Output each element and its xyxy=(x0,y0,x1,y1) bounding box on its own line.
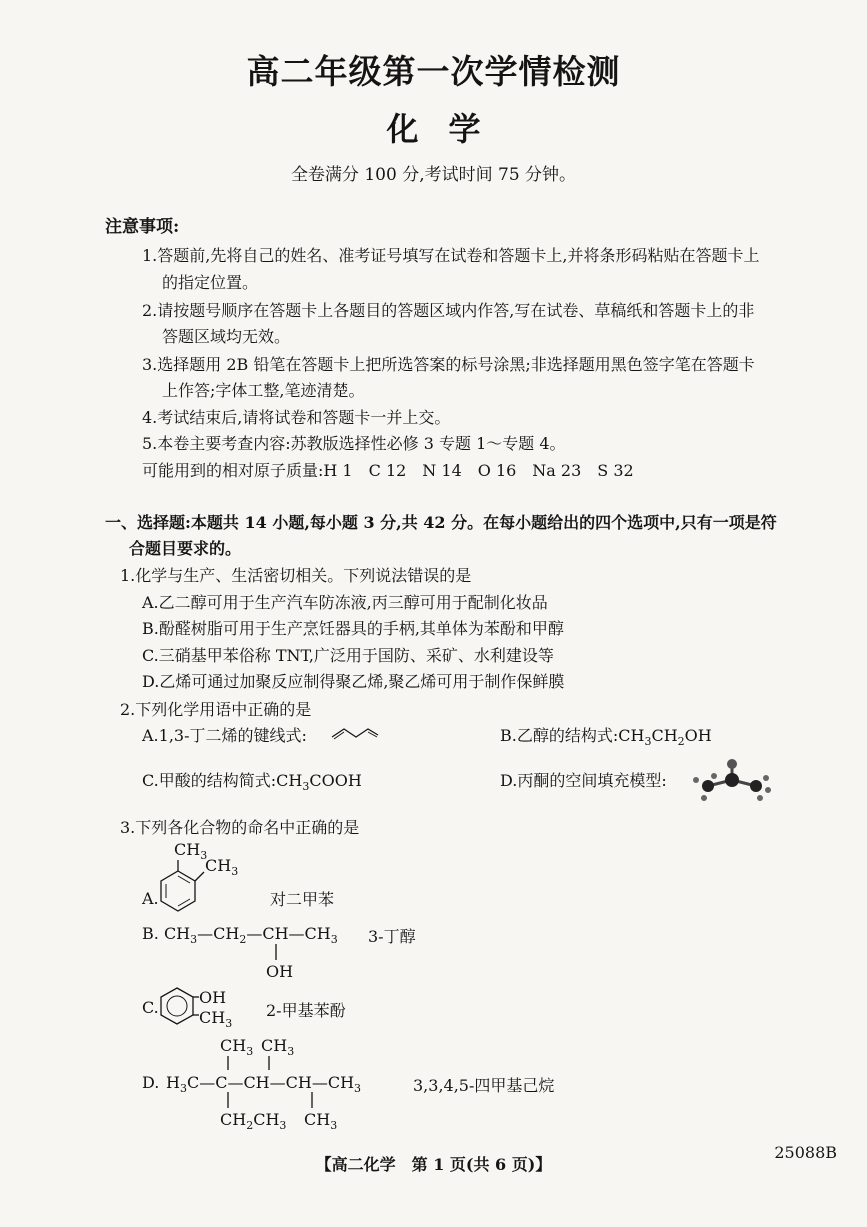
q2-option-d: D.丙酮的空间填充模型: xyxy=(500,771,667,790)
notice-item-1: 1.答题前,先将自己的姓名、准考证号填写在试卷和答题卡上,并将条形码粘贴在答题卡上 xyxy=(142,246,760,265)
sub-3: 3 xyxy=(644,735,652,749)
sub-3: 3 xyxy=(225,1017,233,1031)
sub-3: 3 xyxy=(330,933,338,947)
q3-stem: 3.下列各化合物的命名中正确的是 xyxy=(120,818,360,837)
formula-ch: CH xyxy=(163,924,191,943)
q3-d-top-ch3-1 xyxy=(220,1036,253,1058)
notice-heading: 注意事项: xyxy=(105,217,180,237)
q2-option-b-prefix: B.乙醇的结构式: xyxy=(500,726,619,745)
formula-ch2: CH xyxy=(651,726,678,745)
q2-option-c xyxy=(142,768,362,793)
section-1-heading: 一、选择题:本题共 14 小题,每小题 3 分,共 42 分。在每小题给出的四个选项中,只有一项是符 xyxy=(105,513,777,532)
q3-option-a-name: 对二甲苯 xyxy=(270,890,335,909)
sub-3: 3 xyxy=(330,1119,338,1133)
q3-option-b-name: 3-丁醇 xyxy=(368,927,416,946)
exam-title: 高二年级第一次学情检测 xyxy=(246,52,621,91)
formula-oh: OH xyxy=(684,726,712,745)
q3-option-d-label: D. xyxy=(142,1073,160,1092)
q1-stem: 1.化学与生产、生活密切相关。下列说法错误的是 xyxy=(120,566,472,585)
q3-option-b xyxy=(142,924,338,946)
q1-option-a: A.乙二醇可用于生产汽车防冻液,丙三醇可用于配制化妆品 xyxy=(142,593,548,612)
formula-cooh: COOH xyxy=(309,771,362,790)
formula-ch: CH xyxy=(304,1110,331,1129)
sub-3: 3 xyxy=(287,1045,295,1059)
q3-d-top-ch3-2 xyxy=(261,1036,294,1058)
q3-d-bottom-bonds xyxy=(224,1092,324,1108)
q3-option-a-label: A. xyxy=(142,889,159,908)
notice-item-3: 3.选择题用 2B 铅笔在答题卡上把所选答案的标号涂黑;非选择题用黑色签字笔在答题卡 xyxy=(142,355,755,374)
full-score-note: 全卷满分 100 分,考试时间 75 分钟。 xyxy=(290,165,577,185)
q1-option-b: B.酚醛树脂可用于生产烹饪器具的手柄,其单体为苯酚和甲醇 xyxy=(142,619,564,638)
exam-subject: 化学 xyxy=(386,110,511,148)
formula-ch3: CH xyxy=(618,726,645,745)
formula-chain: C—C—CH—CH—CH xyxy=(186,1073,355,1092)
q2-stem: 2.下列化学用语中正确的是 xyxy=(120,700,312,719)
formula-ch: CH xyxy=(261,1036,288,1055)
notice-item-4: 4.考试结束后,请将试卷和答题卡一并上交。 xyxy=(142,408,451,427)
atomic-masses: 可能用到的相对原子质量:H 1 C 12 N 14 O 16 Na 23 S 32 xyxy=(142,461,634,480)
formula-ch: CH xyxy=(174,840,201,859)
o-cresol-benzene-ring xyxy=(157,986,199,1026)
notice-item-3-cont: 上作答;字体工整,笔迹清楚。 xyxy=(162,381,365,400)
q3-c-ch3 xyxy=(199,1008,232,1030)
q3-c-oh: OH xyxy=(199,988,227,1007)
sub-3: 3 xyxy=(302,780,310,794)
q2-option-b xyxy=(500,723,712,748)
sub-3: 3 xyxy=(179,1082,187,1096)
q1-option-c: C.三硝基甲苯俗称 TNT,广泛用于国防、采矿、水利建设等 xyxy=(142,646,554,665)
formula-h: H xyxy=(166,1073,180,1092)
notice-item-2: 2.请按题号顺序在答题卡上各题目的答题区域内作答,写在试卷、草稿纸和答题卡上的非 xyxy=(142,301,755,320)
q3-d-top-bonds xyxy=(224,1056,284,1070)
acetone-space-filling-model xyxy=(690,758,775,804)
q1-option-d: D.乙烯可通过加聚反应制得聚乙烯,聚乙烯可用于制作保鲜膜 xyxy=(142,672,565,691)
section-1-heading-cont: 合题目要求的。 xyxy=(129,539,242,558)
sub-3: 3 xyxy=(354,1082,362,1096)
formula-ch: CH xyxy=(253,1110,280,1129)
notice-item-1-cont: 的指定位置。 xyxy=(162,273,259,292)
q3-b-oh: OH xyxy=(266,962,294,981)
sub-2: 2 xyxy=(246,1119,254,1133)
sub-3: 3 xyxy=(279,1119,287,1133)
q3-option-c-name: 2-甲基苯酚 xyxy=(266,1001,346,1020)
q3-option-d-name: 3,3,4,5-四甲基己烷 xyxy=(413,1076,555,1095)
q3-b-oh-bond xyxy=(274,944,278,960)
formula-ch-ch: —CH—CH xyxy=(246,924,331,943)
paper-code: 25088B xyxy=(774,1143,837,1162)
butadiene-skeletal-formula xyxy=(330,724,380,740)
o-xylene-benzene-ring xyxy=(158,866,198,916)
formula-ch: CH xyxy=(205,856,232,875)
formula-ch: CH xyxy=(220,1036,247,1055)
sub-2: 2 xyxy=(677,735,685,749)
formula-ch: CH xyxy=(199,1008,226,1027)
notice-item-2-cont: 答题区域均无效。 xyxy=(162,327,291,346)
page-footer: 【高二化学 第 1 页(共 6 页)】 xyxy=(315,1155,552,1174)
q3-a-ch3-right xyxy=(205,856,238,878)
sub-3: 3 xyxy=(231,865,239,879)
q3-a-ch3-top xyxy=(174,840,207,862)
q3-d-bottom-ch3 xyxy=(304,1110,337,1132)
notice-item-5: 5.本卷主要考查内容:苏教版选择性必修 3 专题 1～专题 4。 xyxy=(142,434,566,453)
formula-ch: —CH xyxy=(197,924,240,943)
q3-d-bottom-ethyl xyxy=(220,1110,286,1132)
q3-option-b-label: B. xyxy=(142,924,159,943)
sub-3: 3 xyxy=(246,1045,254,1059)
q2-option-a: A.1,3-丁二烯的键线式: xyxy=(142,726,307,745)
formula-ch: CH xyxy=(220,1110,247,1129)
q3-option-c-label: C. xyxy=(142,998,159,1017)
sub-3: 3 xyxy=(200,849,208,863)
sub-3: 3 xyxy=(190,933,198,947)
formula-ch3: CH xyxy=(276,771,303,790)
q2-option-c-prefix: C.甲酸的结构简式: xyxy=(142,771,277,790)
sub-2: 2 xyxy=(239,933,247,947)
